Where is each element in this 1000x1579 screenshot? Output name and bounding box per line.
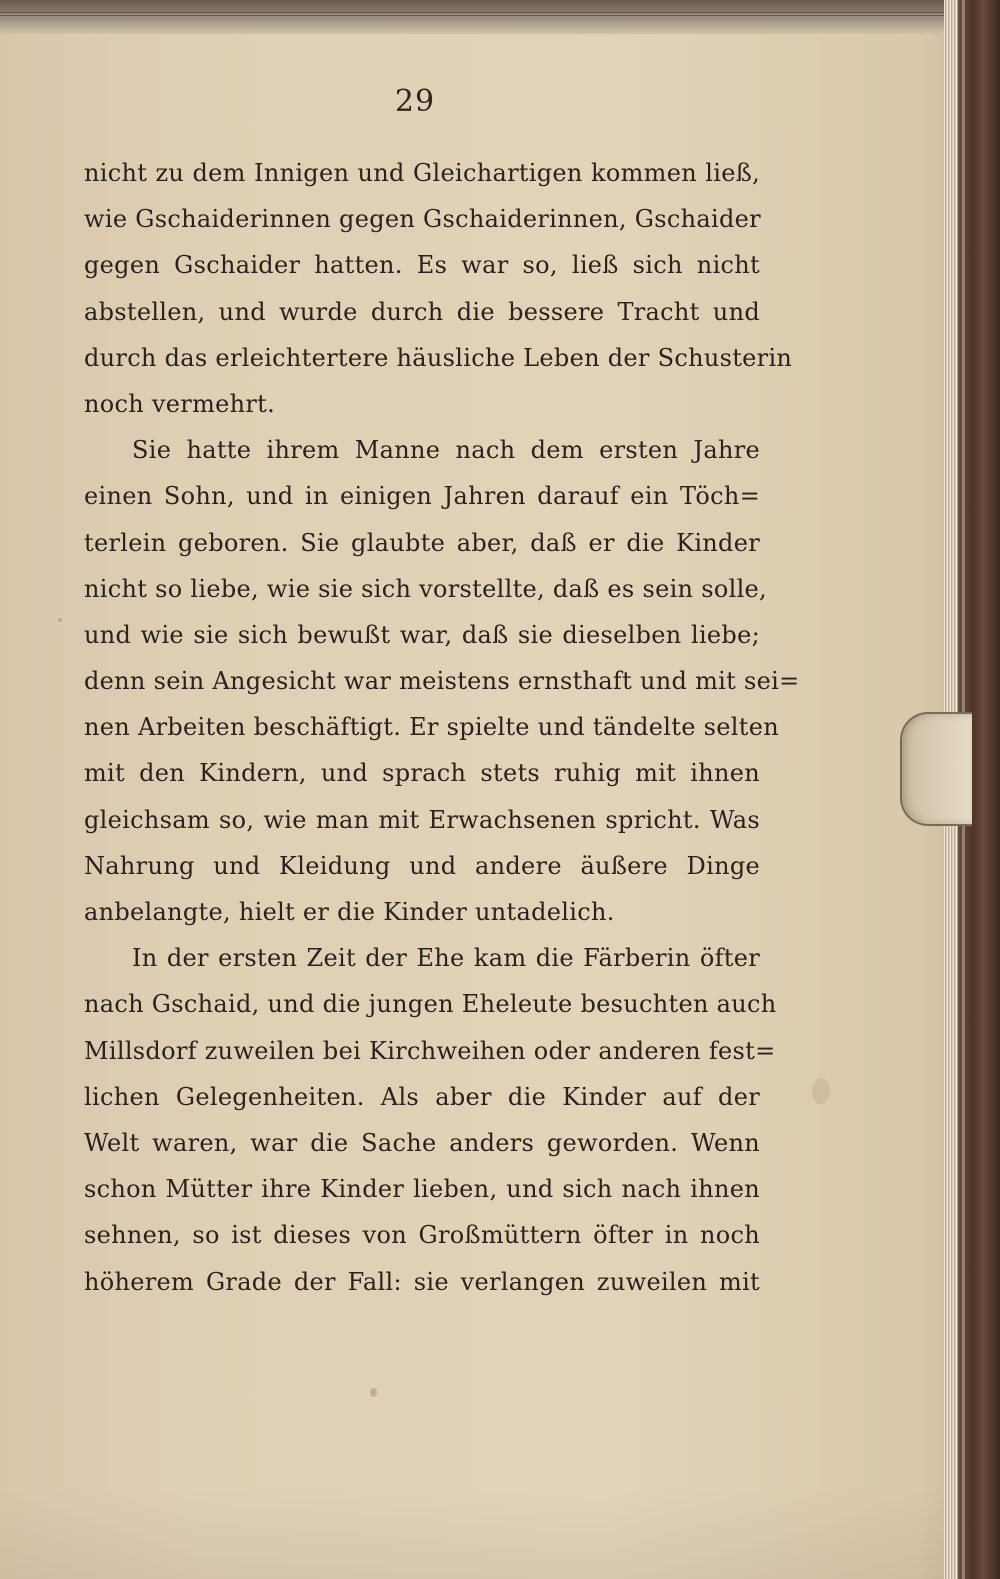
paragraph-start-line: Sie hatte ihrem Manne nach dem ersten Jahre: [132, 436, 760, 465]
text-line: gleichsam so, wie man mit Erwachsenen spricht. Was: [84, 805, 760, 834]
text-line: durch das erleichtertere häusliche Leben der Schusterin: [84, 343, 793, 372]
text-line: noch vermehrt.: [84, 389, 276, 418]
text-line: mit den Kindern, und sprach stets ruhig mit ihnen: [84, 759, 760, 788]
text-line: Welt waren, war die Sache anders geworden. Wenn: [84, 1128, 760, 1157]
text-line: denn sein Angesicht war meistens ernsthaft und mit sei=: [84, 667, 800, 696]
body-text: [84, 150, 800, 1305]
paper-speck: [370, 1388, 377, 1397]
text-line: sehnen, so ist dieses von Großmüttern öfter in noch: [84, 1221, 760, 1250]
text-line: nen Arbeiten beschäftigt. Er spielte und tändelte selten: [84, 713, 779, 742]
text-line: lichen Gelegenheiten. Als aber die Kinder auf der: [84, 1082, 760, 1111]
text-line: nicht so liebe, wie sie sich vorstellte, daß es sein solle,: [84, 574, 767, 603]
text-line: nicht zu dem Innigen und Gleichartigen kommen ließ,: [84, 159, 760, 187]
text-line: gegen Gschaider hatten. Es war so, ließ sich nicht: [84, 251, 760, 280]
text-line: und wie sie sich bewußt war, daß sie dieselben liebe;: [84, 620, 760, 649]
top-page-edge: [0, 0, 1000, 34]
text-line: höherem Grade der Fall: sie verlangen zuweilen mit: [84, 1267, 760, 1296]
page-shading: [0, 1489, 944, 1579]
text-line: wie Gschaiderinnen gegen Gschaiderinnen, Gschaider: [84, 205, 761, 234]
paper-speck: [58, 618, 62, 622]
text-line: Millsdorf zuweilen bei Kirchweihen oder anderen fest=: [84, 1036, 776, 1065]
text-line: Nahrung und Kleidung und andere äußere Dinge: [84, 851, 760, 880]
text-line: terlein geboren. Sie glaubte aber, daß er die Kinder: [84, 528, 760, 557]
text-line: schon Mütter ihre Kinder lieben, und sich nach ihnen: [84, 1175, 760, 1204]
paragraph-start-line: In der ersten Zeit der Ehe kam die Färberin öfter: [132, 944, 760, 973]
text-line: abstellen, und wurde durch die bessere Tracht und: [84, 297, 760, 326]
text-line: einen Sohn, und in einigen Jahren darauf ein Töch=: [84, 482, 760, 511]
text-line: anbelangte, hielt er die Kinder untadelich.: [84, 898, 615, 926]
page-number: 29: [394, 84, 436, 119]
text-line: nach Gschaid, und die jungen Eheleute besuchten auch: [84, 990, 777, 1019]
paper-stain: [812, 1078, 830, 1104]
page-tab-marker: [900, 712, 972, 826]
